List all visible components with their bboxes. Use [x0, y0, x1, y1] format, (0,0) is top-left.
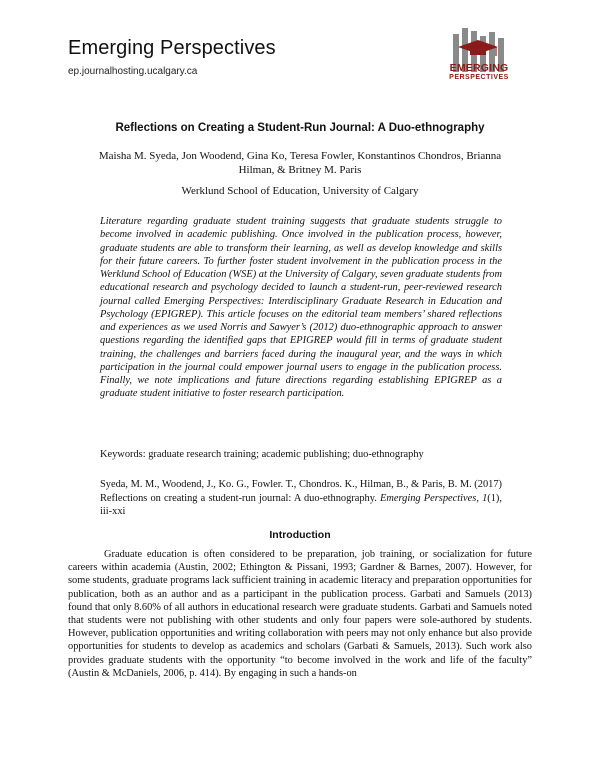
citation-suffix: (1), iii-xxi: [100, 492, 502, 517]
citation-volume: 1: [482, 492, 488, 504]
introduction-paragraph: [68, 548, 532, 680]
logo-text-perspectives: PERSPECTIVES: [449, 74, 509, 81]
citation-separator: ,: [476, 492, 483, 504]
introduction-text: Graduate education is often considered to be preparation, job training, or socialization for future careers within academia (Austin, 2002; Ethington & Pissani, 1993; Gardner & Barnes, 2007). However, for some students, graduate programs lack sufficient training in academic literacy and preparation opportunities for publication, both as an author and as a participant in the publication process. Garbati and Samuels (2013) found that only 8.60% of all authors in educational research were graduate students. Garbati and Samuels noted that students were not publishing with other students and only four papers were sole-authored by students. However, publication opportunities and writing collaboration with peers may not only enhance but also provide opportunities for students to develop as academics and scholars (Garbati & Samuels, 2013). Such work also provides graduate students with the opportunity “to become involved in the work and life of the faculty” (Austin & McDaniels, 2006, p. 414). By engaging in such a hands-on: [68, 549, 532, 679]
section-heading-introduction: Introduction: [269, 529, 331, 541]
journal-url[interactable]: ep.journalhosting.ucalgary.ca: [68, 66, 198, 77]
journal-name: Emerging Perspectives: [68, 37, 276, 59]
article-title: Reflections on Creating a Student-Run Journal: A Duo-ethnography: [115, 122, 485, 134]
keywords: Keywords: graduate research training; academic publishing; duo-ethnography: [100, 449, 424, 460]
citation-prefix: Syeda, M. M., Woodend, J., Ko. G., Fowler. T., Chondros. K., Hilman, B., & Paris, B. M. (2017) Reflections on creating a student-run journal: A duo-ethnography.: [100, 479, 502, 504]
article-affiliation: Werklund School of Education, University of Calgary: [181, 185, 419, 197]
logo-text-emerging: EMERGING: [449, 62, 509, 74]
abstract: Literature regarding graduate student training suggests that graduate students struggle to become involved in academic publishing. Once involved in the publication process, however, graduate students are able to transform their learning, as well as develop knowledge and skills for their future careers. To further foster student involvement in the publication process in the Werklund School of Education (WSE) at the University of Calgary, seven graduate students from educational research and psychology decided to launch a student-run, peer-reviewed research journal called Emerging Perspectives: Interdisciplinary Graduate Research in Education and Psychology (EPIGREP). This article focuses on the editorial team members’ shared reflections and experiences as we used Norris and Sawyer’s (2012) duo-ethnographic approach to answer questions regarding the identified gaps that EPIGREP would fill in terms of graduate student training, the challenges and barriers faced during the inaugural year, and the ways in which participation in the journal could empower journal users to engage in the publication process. Finally, we note implications and future directions regarding establishing EPIGREP as a graduate student initiative to foster research participation.: [100, 216, 502, 400]
article-authors: Maisha M. Syeda, Jon Woodend, Gina Ko, Teresa Fowler, Konstantinos Chondros, Brianna Hilman, & Britney M. Paris: [98, 150, 502, 176]
citation-journal: Emerging Perspectives: [380, 492, 477, 504]
citation: [100, 478, 502, 519]
